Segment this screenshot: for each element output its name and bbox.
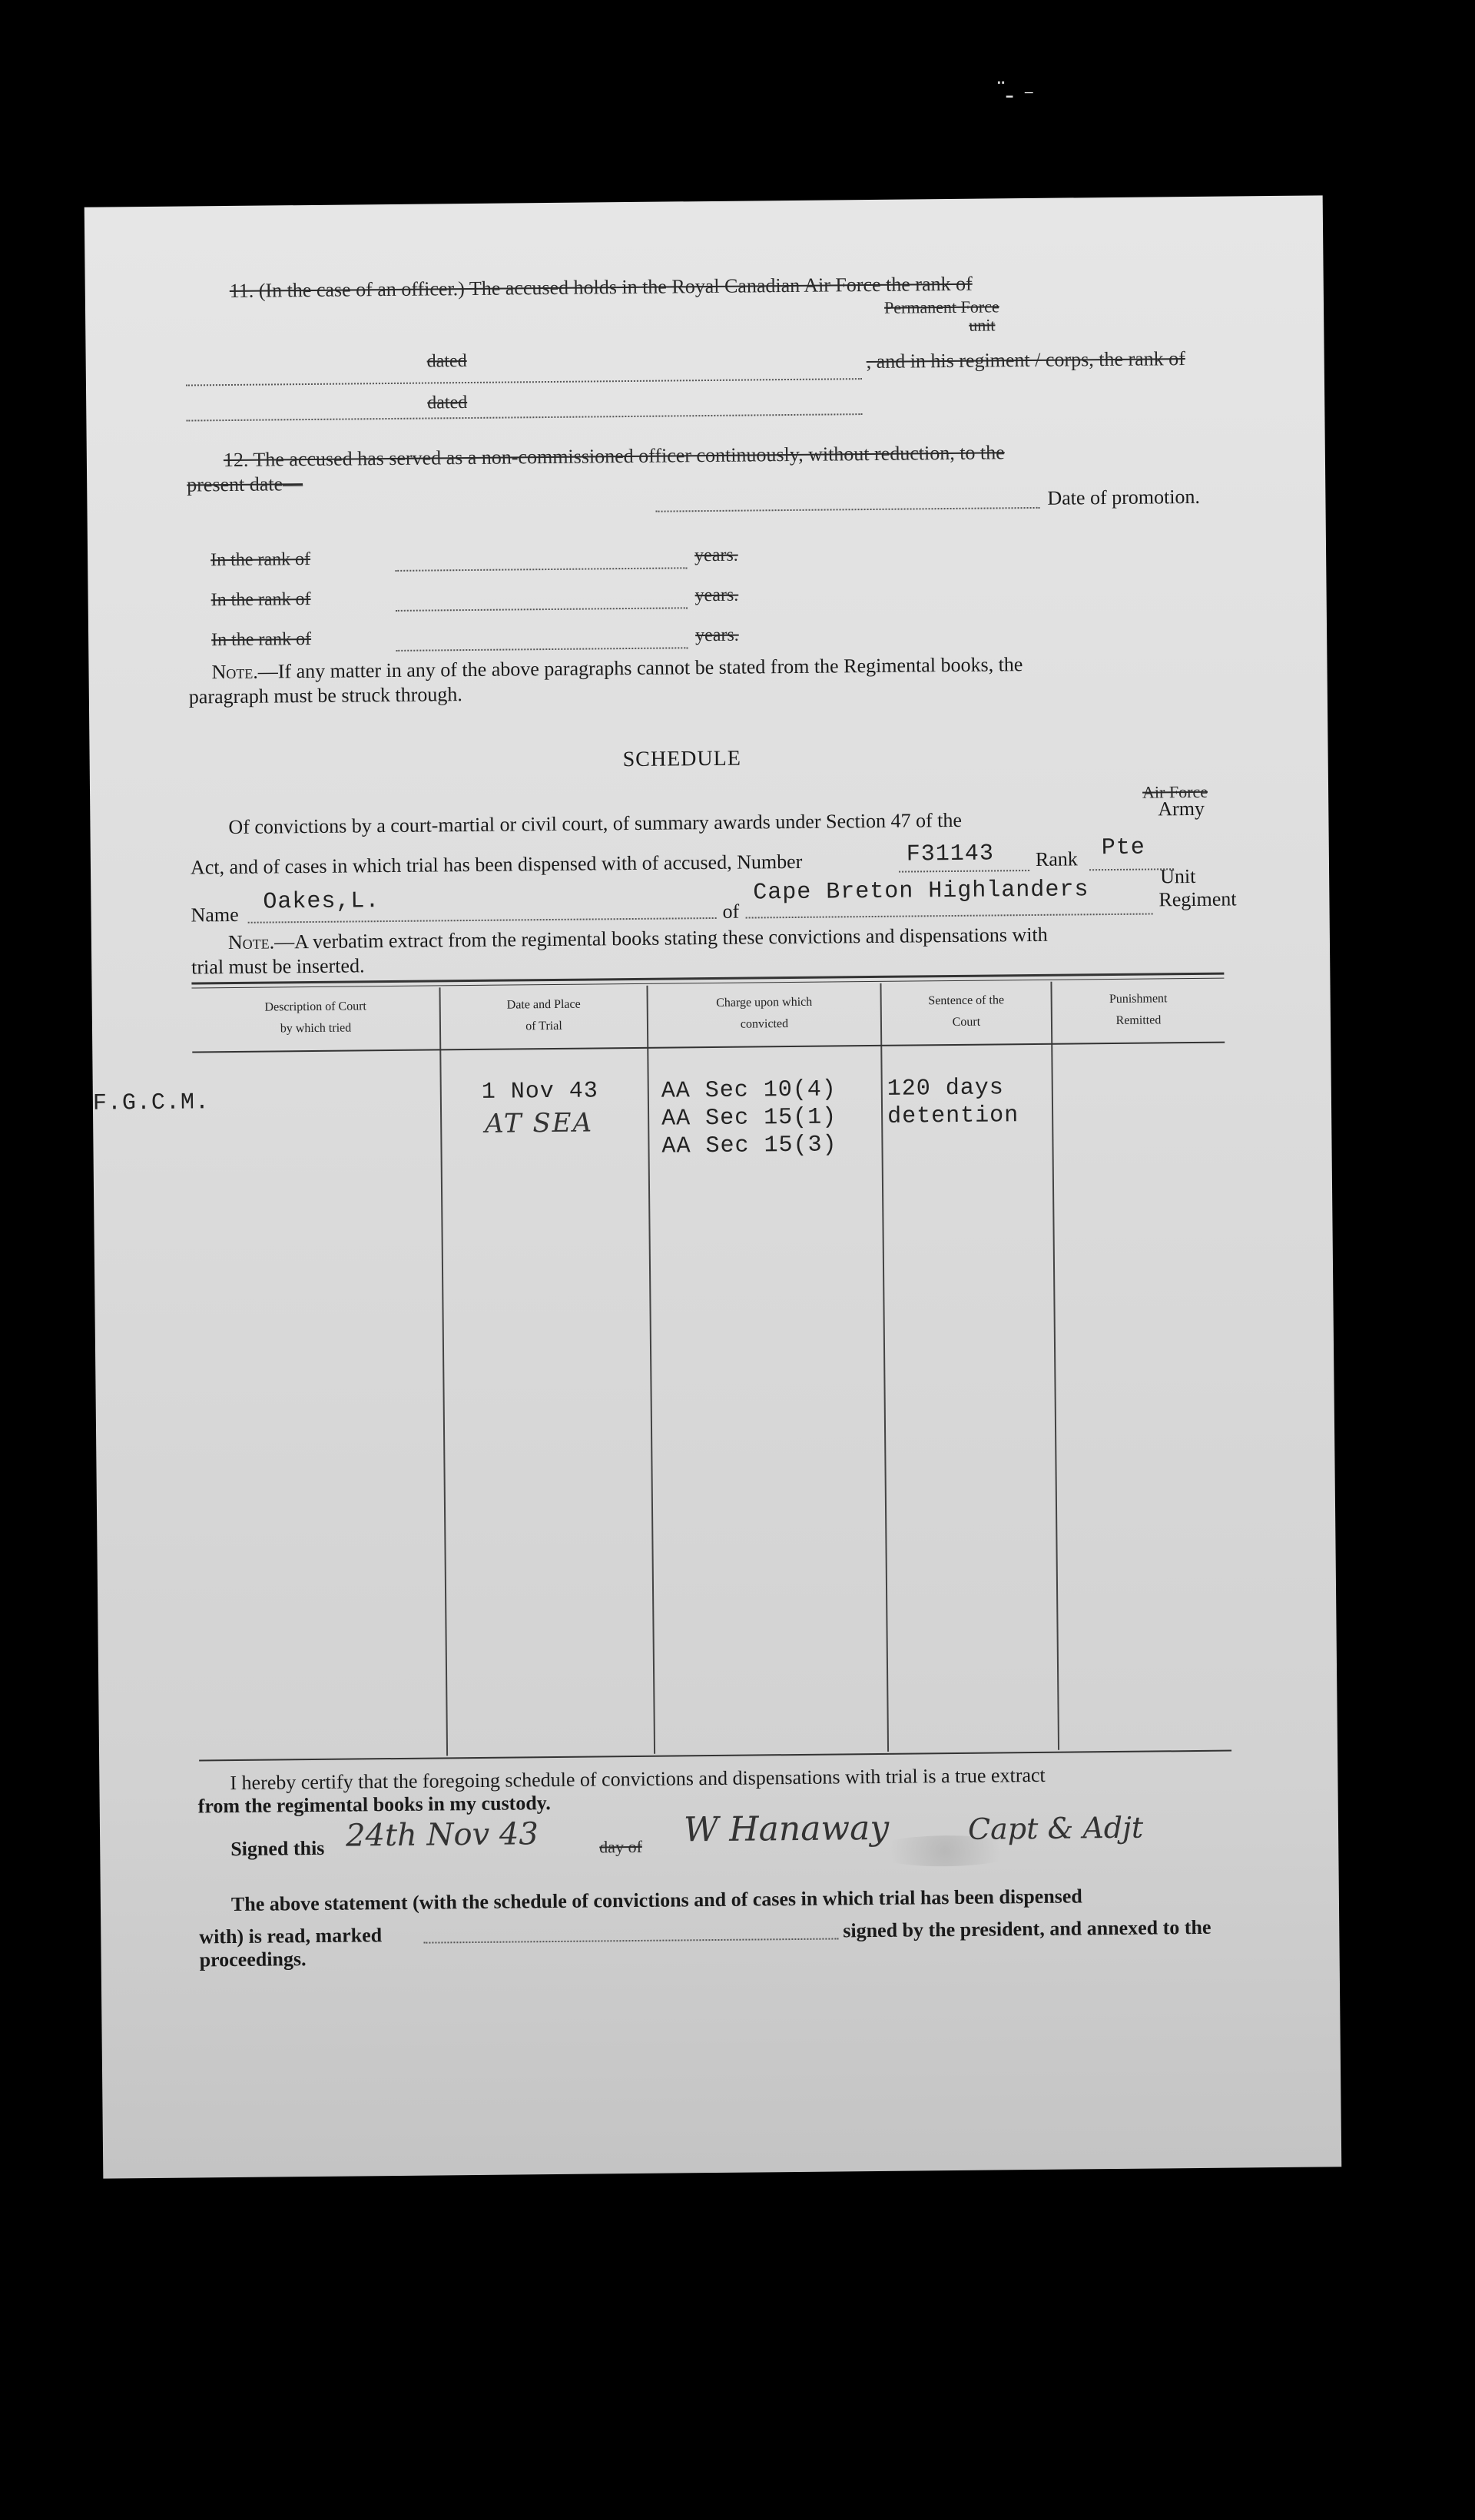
para11-dated-2: dated	[427, 393, 468, 413]
closing-line3: proceedings.	[199, 1948, 307, 1971]
day-of-label: day of	[599, 1836, 642, 1857]
closing-line1: The above statement (with the schedule of convictions and of cases in which trial has been dispensed	[230, 1885, 1082, 1916]
scan-smudge	[868, 1835, 1022, 1867]
top-edge-mark: ـ̈ ﹣	[1006, 79, 1040, 103]
unit-label: Unit	[1160, 864, 1196, 888]
of-label: of	[722, 900, 740, 923]
para12-rank-blank-1	[395, 567, 687, 572]
name-blank	[248, 917, 717, 923]
name-label: Name	[191, 903, 239, 927]
number-value: F31143	[906, 841, 995, 868]
header-punishment: Punishment Remitted	[1109, 992, 1168, 1027]
signed-label: Signed this	[230, 1836, 325, 1861]
para12-line1: 12. The accused has served as a non-commissioned officer continuously, without reduction, to the	[223, 441, 1005, 472]
cell-place: AT SEA	[485, 1107, 594, 1139]
header-date-place: Date and Place of Trial	[506, 997, 581, 1033]
table-header-rule	[192, 1042, 1225, 1053]
regiment-blank	[746, 913, 1153, 918]
cell-charges	[661, 1076, 837, 1160]
table-col-divider-4	[1050, 982, 1059, 1750]
para11-blank-1	[186, 378, 862, 386]
cell-date: 1 Nov 43	[481, 1078, 598, 1106]
signed-date: 24th Nov 43	[345, 1816, 539, 1854]
para12-rank-row-2: In the rank of	[210, 589, 311, 611]
number-blank	[899, 870, 1029, 873]
schedule-intro-line2: Act, and of cases in which trial has been dispensed with of accused, Number	[190, 850, 803, 879]
marked-blank	[423, 1938, 838, 1943]
para11-line1: 11. (In the case of an officer.) The accused holds in the Royal Canadian Air Force the rank of	[229, 272, 973, 302]
table-col-divider-1	[439, 987, 448, 1756]
signature: W Hanaway	[683, 1808, 890, 1850]
name-value: Oakes,L.	[263, 888, 380, 916]
para11-permanent-force: Permanent Force	[883, 297, 999, 317]
para12-rank-blank-2	[396, 607, 688, 612]
air-force-note: Air Force	[1142, 781, 1208, 802]
regiment-label: Regiment	[1158, 887, 1237, 911]
para12-rank-row-1: In the rank of	[210, 549, 311, 571]
schedule-note-line1: Note.—A verbatim extract from the regimental books stating these convictions and dispensations with	[227, 923, 1048, 954]
document-page	[85, 195, 1342, 2178]
certificate-line2: from the regimental books in my custody.	[197, 1792, 551, 1818]
header-description: Description of Court by which tried	[264, 1000, 367, 1036]
closing-line2a: with) is read, marked	[199, 1924, 383, 1948]
schedule-intro-line1: Of convictions by a court-martial or civil court, of summary awards under Section 47 of the	[228, 808, 963, 839]
cell-sentence: 120 days detention	[887, 1075, 1019, 1130]
certificate-line1: I hereby certify that the foregoing schedule of convictions and dispensations with trial is a true extract	[230, 1763, 1046, 1795]
header-charge: Charge upon which convicted	[716, 995, 813, 1031]
note-1-line2: paragraph must be struck through.	[188, 683, 462, 708]
para12-rank-row-3: In the rank of	[211, 628, 312, 651]
para11-dated-1: dated	[426, 351, 467, 372]
cell-court: F.G.C.M.	[92, 1089, 210, 1117]
para12-line2: present date—	[187, 472, 303, 496]
para11-blank-2	[186, 413, 862, 421]
schedule-intro-army: Army	[1158, 797, 1205, 821]
header-sentence: Sentence of the Court	[928, 993, 1005, 1029]
schedule-note-line2: trial must be inserted.	[191, 954, 365, 979]
charge-line-3: AA Sec 15(3)	[661, 1132, 837, 1160]
table-col-divider-2	[646, 986, 655, 1754]
para12-years-1: years.	[694, 545, 738, 566]
charge-line-2: AA Sec 15(1)	[661, 1104, 837, 1132]
charge-line-1: AA Sec 10(4)	[661, 1076, 837, 1105]
para12-years-3: years.	[694, 625, 739, 646]
regiment-value: Cape Breton Highlanders	[753, 877, 1089, 907]
rank-value: Pte	[1101, 834, 1145, 862]
para12-years-2: years.	[694, 585, 739, 606]
para12-rank-blank-3	[396, 647, 688, 652]
date-of-promotion-label: Date of promotion.	[1047, 485, 1201, 509]
signature-title: Capt & Adjt	[967, 1810, 1144, 1846]
closing-line2b: signed by the president, and annexed to the	[843, 1915, 1211, 1942]
table-bottom-rule	[199, 1750, 1231, 1762]
rank-label: Rank	[1035, 847, 1078, 870]
para11-line2-middle: , and in his regiment / corps, the rank of	[866, 347, 1186, 373]
note-1-line1: Note.—If any matter in any of the above paragraphs cannot be stated from the Regimental books, the	[211, 653, 1023, 684]
schedule-title: SCHEDULE	[622, 746, 742, 772]
promotion-date-blank	[656, 507, 1040, 512]
para11-unit: unit	[969, 315, 996, 335]
